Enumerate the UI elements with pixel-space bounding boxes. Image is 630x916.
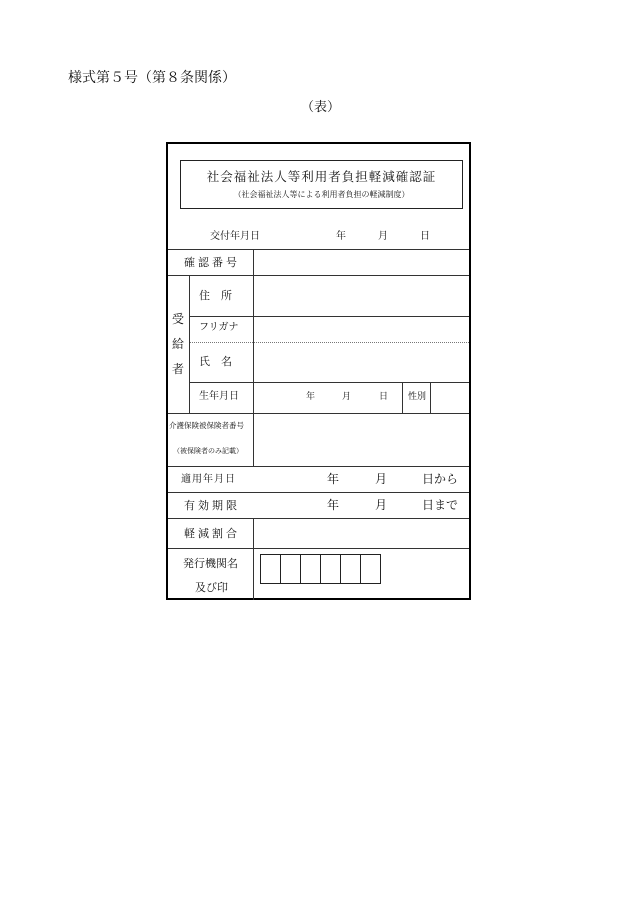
insured-note: （被保険者のみ記載） [173,447,243,455]
furigana-label: フリガナ [199,322,239,333]
issuer-code-box [340,554,361,584]
valid-until: 日まで [422,498,459,512]
valid-year: 年 [327,498,340,512]
divider [168,518,469,519]
issue-date-label: 交付年月日 [210,231,260,242]
confirm-number-label: 確認番号 [184,256,240,269]
valid-label: 有効期限 [184,499,240,512]
recipient-char-3: 者 [172,362,185,376]
apply-month: 月 [375,472,388,486]
birthdate-label: 生年月日 [199,391,239,402]
divider [430,382,431,413]
side-label: （表） [301,100,341,115]
divider [168,466,469,467]
divider [168,413,469,414]
issuer-code-box [360,554,381,584]
address-label: 住 所 [199,289,232,302]
issue-day: 日 [420,231,430,242]
dotted-divider [189,342,469,343]
confirmation-card [166,142,471,600]
divider [189,316,469,317]
divider [189,275,190,413]
divider [168,548,469,549]
sex-label: 性別 [408,392,427,402]
divider [168,275,469,276]
issuer-code-box [300,554,321,584]
card-subtitle: （社会福祉法人等による利用者負担の軽減制度） [233,190,410,199]
recipient-char-2: 給 [172,337,185,351]
divider [168,492,469,493]
recipient-char-1: 受 [172,312,185,326]
name-label: 氏 名 [199,355,232,368]
divider [168,249,469,250]
divider [253,413,254,466]
issuer-code-box [260,554,281,584]
apply-from: 日から [422,472,459,486]
issuer-code-box [280,554,301,584]
card-title-box [180,160,463,209]
issuer-seal-label: 及び印 [195,581,228,594]
divider [189,382,469,383]
divider [253,518,254,600]
apply-date-label: 適用年月日 [181,474,236,485]
form-number: 様式第５号（第８条関係） [68,70,236,86]
birth-year: 年 [306,392,316,402]
birth-day: 日 [379,392,389,402]
reduction-label: 軽減割合 [184,527,240,540]
divider [402,382,403,413]
insured-number-label: 介護保険被保険者番号 [169,421,244,430]
birth-month: 月 [342,392,352,402]
apply-year: 年 [327,472,340,486]
card-title: 社会福祉法人等利用者負担軽減確認証 [206,169,437,184]
divider [253,275,254,413]
issue-year: 年 [336,231,346,242]
issuer-label: 発行機関名 [183,557,238,570]
divider [253,249,254,275]
issuer-code-box [320,554,341,584]
issue-month: 月 [378,231,388,242]
valid-month: 月 [375,498,388,512]
